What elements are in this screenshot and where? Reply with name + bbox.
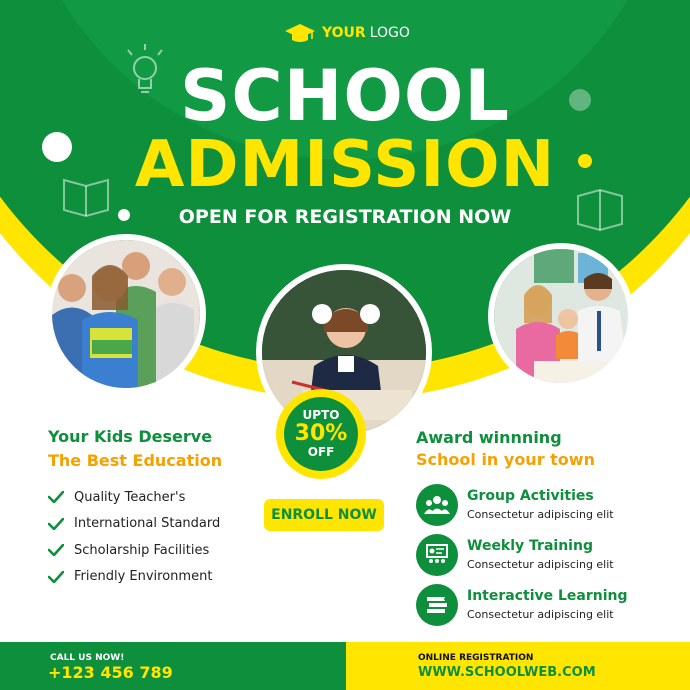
training-board-icon bbox=[416, 534, 458, 576]
left-heading-2: The Best Education bbox=[48, 451, 223, 470]
checkmark-icon bbox=[48, 544, 64, 556]
logo-light-text: LOGO bbox=[369, 25, 410, 41]
feature-interactive-learning bbox=[416, 584, 628, 626]
headline-subtitle: OPEN FOR REGISTRATION NOW bbox=[178, 206, 512, 228]
discount-badge bbox=[276, 389, 366, 479]
call-label: CALL US NOW! bbox=[50, 653, 125, 663]
students-group-photo bbox=[46, 234, 206, 394]
feature-weekly-training bbox=[416, 534, 614, 576]
checkmark-icon bbox=[48, 571, 64, 583]
phone-number[interactable]: +123 456 789 bbox=[48, 663, 173, 682]
right-heading-2: School in your town bbox=[416, 450, 595, 469]
checkmark-icon bbox=[48, 491, 64, 503]
badge-percent: 30% bbox=[294, 421, 348, 446]
logo bbox=[284, 22, 410, 44]
left-heading-1: Your Kids Deserve bbox=[48, 427, 213, 446]
discount-badge-inner bbox=[284, 397, 358, 471]
list-item-label: Scholarship Facilities bbox=[74, 542, 210, 558]
feature-title: Weekly Training bbox=[467, 538, 593, 554]
feature-title: Interactive Learning bbox=[467, 588, 628, 604]
checkmark-icon bbox=[48, 518, 64, 530]
list-item-label: Friendly Environment bbox=[74, 569, 213, 585]
enroll-now-button[interactable]: ENROLL NOW bbox=[264, 499, 384, 531]
feature-desc: Consectetur adipiscing elit bbox=[467, 608, 614, 621]
feature-group-activities bbox=[416, 484, 614, 526]
right-heading-1: Award winnning bbox=[416, 428, 562, 447]
list-item-label: International Standard bbox=[74, 516, 221, 532]
group-icon bbox=[416, 484, 458, 526]
feature-desc: Consectetur adipiscing elit bbox=[467, 508, 614, 521]
list-item bbox=[48, 564, 220, 591]
website-link[interactable]: WWW.SCHOOLWEB.COM bbox=[418, 665, 596, 680]
list-item bbox=[48, 484, 220, 511]
web-label: ONLINE REGISTRATION bbox=[418, 653, 534, 663]
list-item bbox=[48, 537, 220, 564]
teacher-kids-photo bbox=[488, 243, 634, 389]
logo-bold-text: YOUR bbox=[322, 25, 366, 41]
benefits-list bbox=[48, 484, 220, 590]
books-icon bbox=[416, 584, 458, 626]
feature-title: Group Activities bbox=[467, 488, 594, 504]
list-item bbox=[48, 511, 220, 538]
headline-admission: ADMISSION bbox=[134, 128, 556, 202]
badge-upto: UPTO bbox=[302, 408, 340, 422]
badge-off: OFF bbox=[307, 445, 335, 459]
graduation-cap-icon bbox=[284, 22, 316, 44]
feature-desc: Consectetur adipiscing elit bbox=[467, 558, 614, 571]
headline-school: SCHOOL bbox=[180, 55, 510, 137]
list-item-label: Quality Teacher's bbox=[74, 489, 186, 505]
